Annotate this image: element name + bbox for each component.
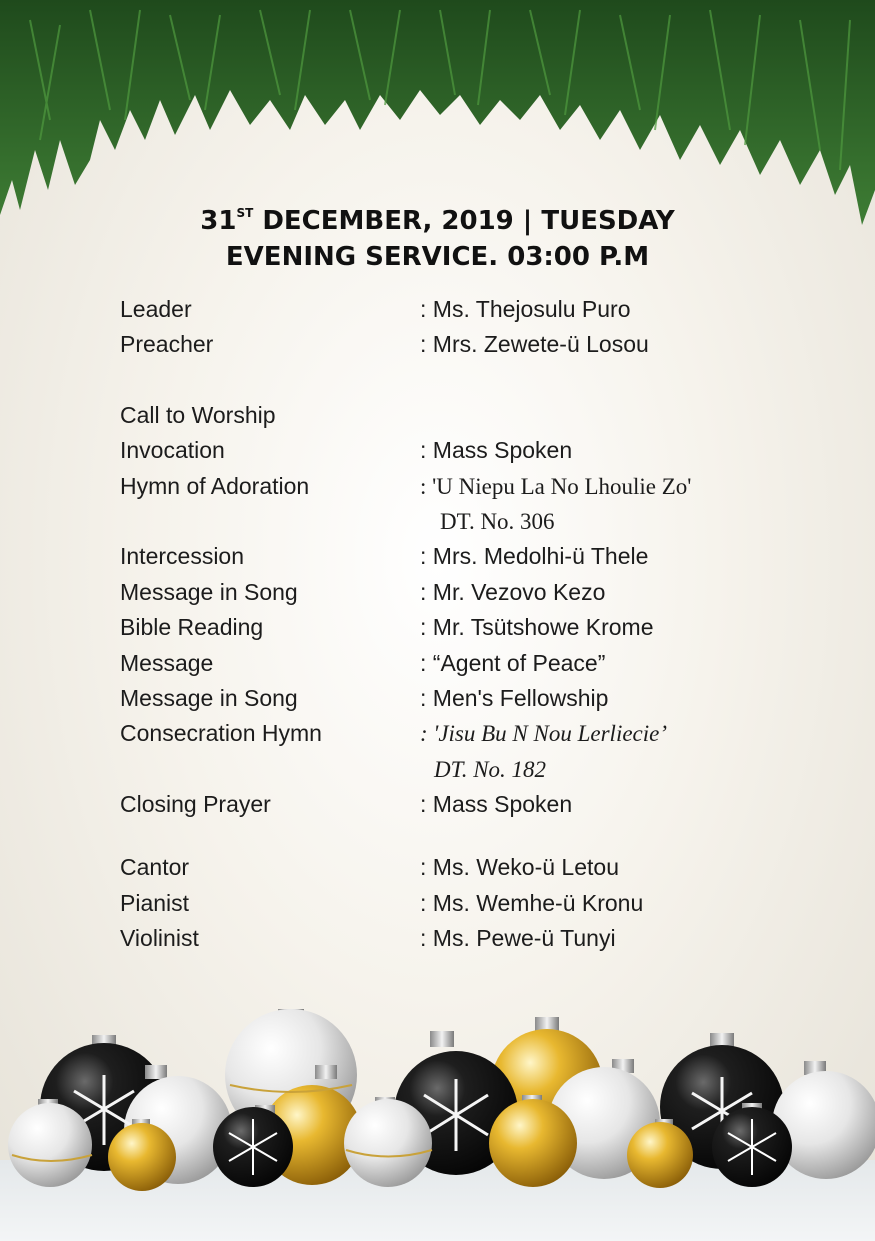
row-bible-reading: [120, 610, 780, 645]
message-in-song-value: : Mr. Vezovo Kezo: [420, 578, 606, 605]
cantor-value: : Ms. Weko-ü Letou: [420, 854, 619, 881]
violinist-label: Violinist: [120, 925, 199, 952]
consecration-hymn-number: DT. No. 182: [434, 756, 547, 782]
message-label: Message: [120, 649, 214, 676]
consecration-hymn-label: Consecration Hymn: [120, 720, 322, 747]
date-line: [0, 205, 875, 241]
bible-reading-label: Bible Reading: [120, 614, 264, 641]
row-leader: [120, 292, 780, 327]
pine-garland-icon: [0, 0, 875, 230]
row-message: [120, 646, 780, 681]
call-to-worship-label: Call to Worship: [120, 401, 276, 428]
row-intercession: [120, 539, 780, 574]
message-in-song-label: Message in Song: [120, 578, 298, 605]
row-consecration-hymn: [120, 716, 780, 751]
row-hymn-of-adoration: [120, 469, 780, 504]
bible-reading-value: : Mr. Tsütshowe Krome: [420, 614, 654, 641]
service-time: EVENING SERVICE. 03:00 P.M: [225, 242, 650, 272]
intercession-label: Intercession: [120, 543, 245, 570]
hymn-of-adoration-value: : 'U Niepu La No Lhoulie Zo': [420, 473, 692, 499]
row-hymn-number: [120, 504, 780, 539]
message-value: : “Agent of Peace”: [420, 649, 606, 676]
intercession-value: : Mrs. Medolhi-ü Thele: [420, 543, 649, 570]
leader-value: : Ms. Thejosulu Puro: [420, 296, 631, 322]
date-suffix: ST: [236, 206, 254, 220]
preacher-value: : Mrs. Zewete-ü Losou: [420, 331, 649, 358]
spacer: [120, 822, 780, 850]
violinist-value: : Ms. Pewe-ü Tunyi: [420, 925, 616, 952]
service-header: [0, 205, 875, 273]
row-closing-prayer: [120, 787, 780, 822]
row-message-in-song-1: [120, 575, 780, 610]
invocation-label: Invocation: [120, 437, 225, 464]
row-invocation: [120, 433, 780, 468]
row-pianist: [120, 886, 780, 921]
row-preacher: [120, 327, 780, 362]
row-consecration-number: [120, 752, 780, 787]
row-violinist: [120, 921, 780, 956]
preacher-label: Preacher: [120, 331, 214, 358]
date-day: 31: [200, 206, 237, 236]
cantor-label: Cantor: [120, 854, 190, 881]
row-call-to-worship: [120, 398, 780, 433]
date-rest: DECEMBER, 2019 | TUESDAY: [253, 206, 675, 236]
closing-prayer-label: Closing Prayer: [120, 791, 271, 818]
hymn-of-adoration-label: Hymn of Adoration: [120, 472, 310, 499]
consecration-hymn-value: : 'Jisu Bu N Nou Lerliecie’: [420, 721, 668, 747]
message-in-song-label: Message in Song: [120, 684, 298, 711]
message-in-song-value: : Men's Fellowship: [420, 684, 609, 711]
leader-label: Leader: [120, 296, 192, 322]
christmas-ornaments-icon: [0, 995, 875, 1241]
order-of-service: [120, 292, 780, 957]
hymn-of-adoration-number: DT. No. 306: [440, 508, 555, 534]
spacer: [120, 363, 780, 398]
row-cantor: [120, 850, 780, 885]
closing-prayer-value: : Mass Spoken: [420, 791, 573, 818]
invocation-value: : Mass Spoken: [420, 437, 573, 464]
row-message-in-song-2: [120, 681, 780, 716]
pianist-value: : Ms. Wemhe-ü Kronu: [420, 889, 644, 916]
pianist-label: Pianist: [120, 889, 190, 916]
